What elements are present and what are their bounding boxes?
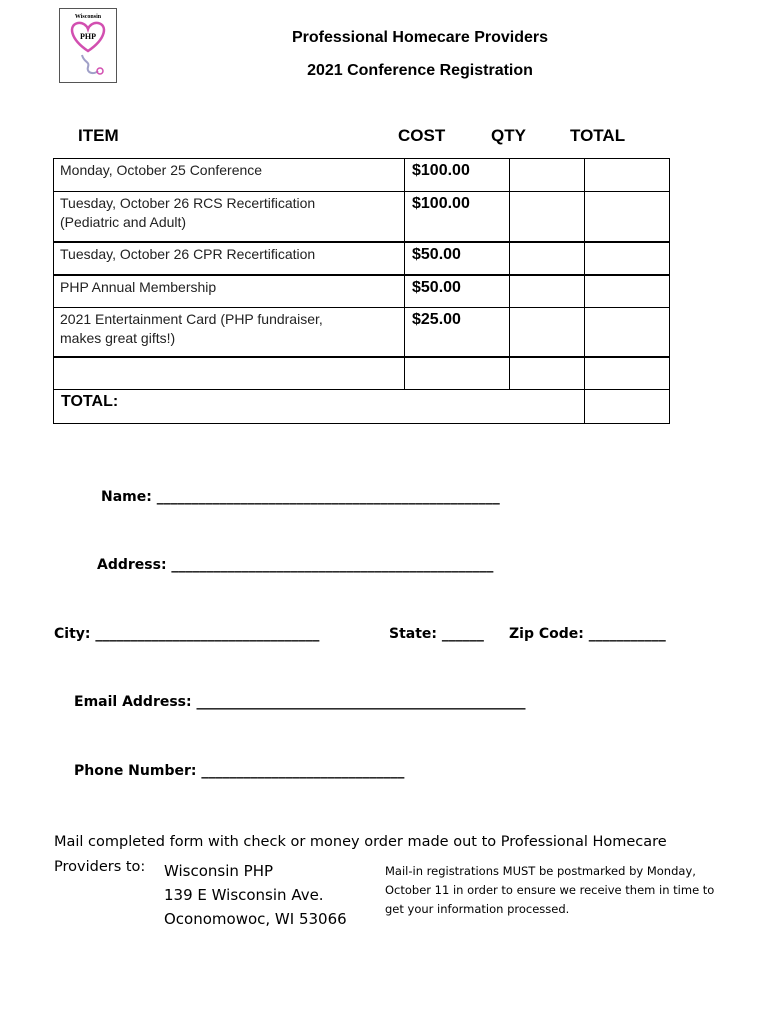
zip-code-field[interactable]: Zip Code: ___________ <box>509 626 666 642</box>
mail-instructions-line1: Mail completed form with check or money order made out to Professional Homecare <box>54 834 667 850</box>
item-label: Tuesday, October 26 RCS Recertification <box>60 195 316 211</box>
item-label: Tuesday, October 26 CPR Recertification <box>60 245 316 262</box>
cost-cell: $25.00 <box>405 308 510 357</box>
item-cell <box>54 308 405 357</box>
qty-input-cell[interactable] <box>510 308 585 357</box>
heart-stethoscope-icon <box>60 9 116 82</box>
state-field[interactable]: State: ______ <box>389 626 484 642</box>
item-cell <box>54 242 405 275</box>
cost-cell: $100.00 <box>405 159 510 192</box>
total-input-cell[interactable] <box>585 308 670 357</box>
item-label: 2021 Entertainment Card (PHP fundraiser, <box>60 311 323 327</box>
table-row <box>54 275 670 308</box>
total-input-cell[interactable] <box>585 242 670 275</box>
address-field[interactable]: Address: ______________________________________________ <box>97 557 494 573</box>
item-label: Monday, October 25 Conference <box>60 162 263 178</box>
cost-cell-blank[interactable] <box>405 357 510 390</box>
email-field[interactable]: Email Address: _______________________________________________ <box>74 694 526 710</box>
item-cell <box>54 275 405 308</box>
table-row <box>54 192 670 242</box>
table-row <box>54 242 670 275</box>
item-cell <box>54 192 405 242</box>
cost-cell: $100.00 <box>405 192 510 242</box>
table-row-total <box>54 390 670 424</box>
table-row <box>54 159 670 192</box>
item-label-line2: makes great gifts!) <box>60 330 176 346</box>
name-field[interactable]: Name: _________________________________________________ <box>101 489 500 505</box>
grand-total-label: TOTAL: <box>54 390 585 424</box>
phone-field[interactable]: Phone Number: _____________________________ <box>74 763 405 779</box>
mail-instructions-line2: Providers to: <box>54 859 146 875</box>
page-subtitle: 2021 Conference Registration <box>307 62 533 79</box>
grand-total-input-cell[interactable] <box>585 390 670 424</box>
column-header-total: TOTAL <box>570 126 626 145</box>
postmark-deadline-note: Mail-in registrations MUST be postmarked by Monday, October 11 in order to ensure we receive them in time to get your information processed. <box>385 864 715 916</box>
qty-input-cell[interactable] <box>510 357 585 390</box>
cost-cell: $50.00 <box>405 242 510 275</box>
mailing-address <box>164 859 347 931</box>
address-line-1: Wisconsin PHP <box>164 862 274 880</box>
column-header-item: ITEM <box>78 126 119 145</box>
city-field[interactable]: City: ________________________________ <box>54 626 320 642</box>
total-input-cell[interactable] <box>585 192 670 242</box>
logo-text-main: PHP <box>80 32 96 41</box>
item-label-line2: (Pediatric and Adult) <box>60 214 187 230</box>
qty-input-cell[interactable] <box>510 242 585 275</box>
page-title: Professional Homecare Providers <box>291 29 549 46</box>
logo-text-top: Wisconsin <box>74 14 102 20</box>
address-line-2: 139 E Wisconsin Ave. <box>164 886 324 904</box>
php-logo <box>59 8 117 83</box>
table-row <box>54 308 670 357</box>
total-input-cell[interactable] <box>585 159 670 192</box>
table-row-blank <box>54 357 670 390</box>
item-cell-blank[interactable] <box>54 357 405 390</box>
address-line-3: Oconomowoc, WI 53066 <box>164 910 347 928</box>
column-header-qty: QTY <box>491 126 526 145</box>
cost-cell: $50.00 <box>405 275 510 308</box>
total-input-cell[interactable] <box>585 275 670 308</box>
total-input-cell[interactable] <box>585 357 670 390</box>
item-label: PHP Annual Membership <box>60 278 217 295</box>
qty-input-cell[interactable] <box>510 192 585 242</box>
qty-input-cell[interactable] <box>510 275 585 308</box>
column-header-cost: COST <box>398 126 446 145</box>
qty-input-cell[interactable] <box>510 159 585 192</box>
item-cell <box>54 159 405 192</box>
registration-table <box>53 158 670 424</box>
